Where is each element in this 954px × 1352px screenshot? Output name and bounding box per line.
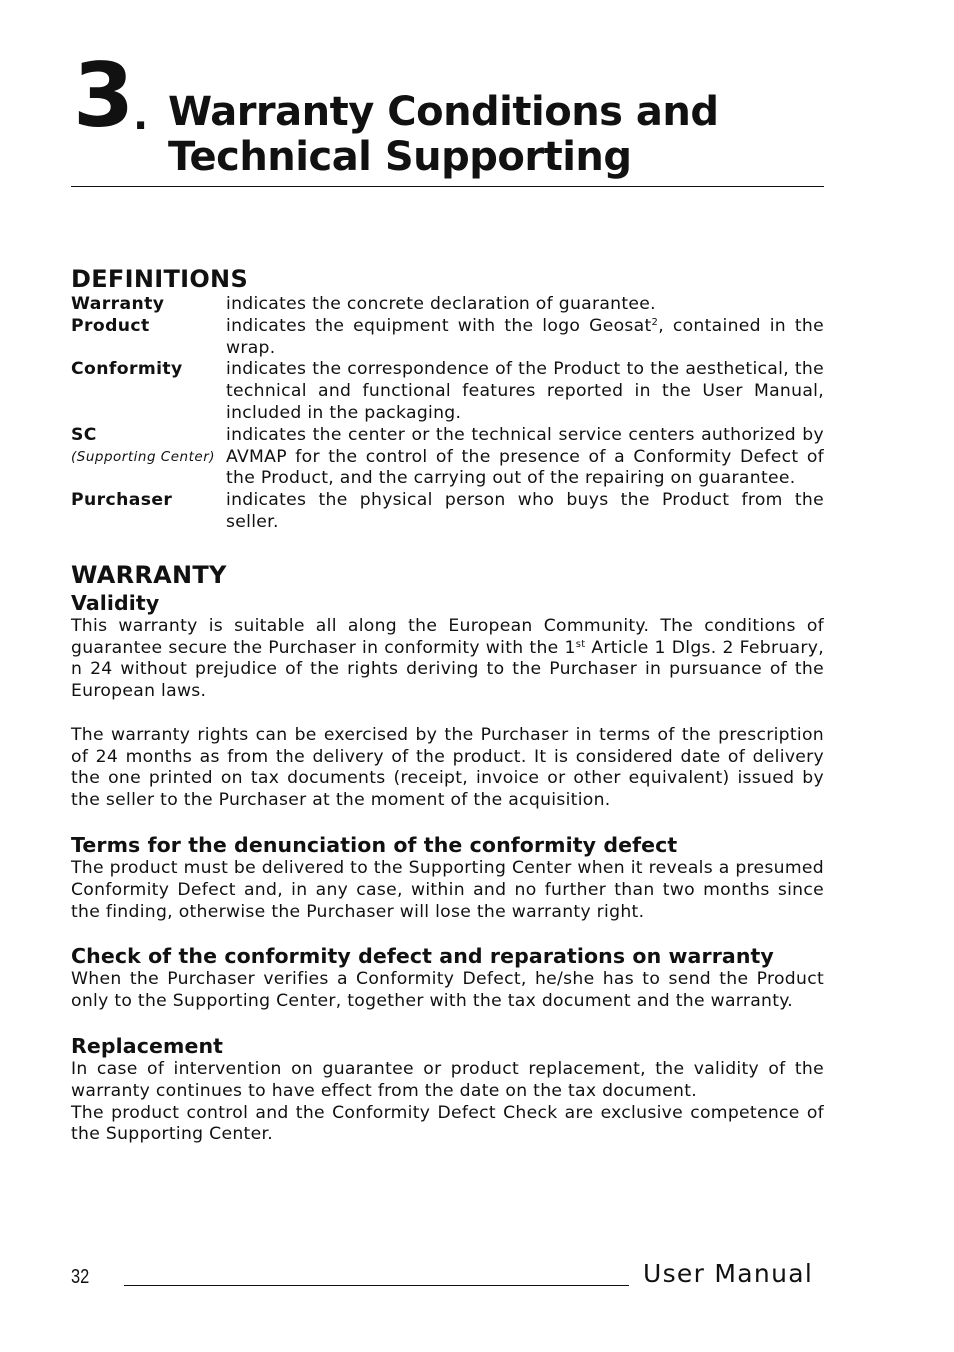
- warranty-heading: WARRANTY: [71, 560, 227, 589]
- page-content: [71, 264, 824, 1146]
- paragraph-text: This warranty is suitable all along the European Community. The conditions of guarantee secure the Purchaser in conformity with the 1: [71, 615, 824, 658]
- definition-product: [71, 316, 824, 360]
- definition-conformity: [71, 359, 824, 424]
- definitions-heading: DEFINITIONS: [71, 265, 249, 293]
- chapter-header: [71, 44, 824, 187]
- footer-rule: [124, 1285, 629, 1286]
- definition-term: Product: [71, 315, 150, 336]
- definition-description: indicates the correspondence of the Product to the aesthetical, the technical and functional features reported in the User Manual, included in the packaging.: [226, 359, 824, 423]
- validity-heading: Validity: [71, 590, 160, 615]
- definition-purchaser: [71, 490, 824, 534]
- definition-description: indicates the physical person who buys the Product from the seller.: [226, 490, 824, 532]
- chapter-title: [168, 90, 719, 180]
- paragraph-text: Article 1 Dlgs. 2 February, n 24 without prejudice of the rights deriving to the Purchaser in pursuance of the European laws.: [71, 637, 824, 702]
- definition-sc: [71, 425, 824, 490]
- superscript: st: [575, 638, 586, 650]
- chapter-title-line-1: Warranty Conditions and: [168, 89, 719, 135]
- definition-text: indicates the equipment with the logo Geosat: [226, 315, 652, 336]
- validity-paragraph-1: [71, 616, 824, 703]
- chapter-dot: .: [133, 93, 149, 139]
- definition-term: [71, 425, 226, 490]
- replacement-heading: Replacement: [71, 1033, 224, 1058]
- page-number: 32: [71, 1266, 90, 1288]
- definition-term-subtitle: (Supporting Center): [71, 448, 216, 465]
- check-heading: Check of the conformity defect and reparations on warranty: [71, 944, 774, 969]
- terms-heading: Terms for the denunciation of the conformity defect: [71, 832, 678, 857]
- chapter-title-line-2: Technical Supporting: [168, 134, 632, 180]
- footer-title: User Manual: [643, 1259, 814, 1288]
- definition-term-text: SC: [71, 424, 97, 445]
- definition-description: [226, 316, 824, 360]
- terms-paragraph: The product must be delivered to the Supporting Center when it reveals a presumed Conformity Defect and, in any case, within and no further than two months since the finding, otherwise the Purchaser will lose the warranty right.: [71, 857, 824, 922]
- replacement-paragraph-2: The product control and the Conformity Defect Check are exclusive competence of the Supporting Center.: [71, 1102, 824, 1145]
- definition-description: indicates the concrete declaration of guarantee.: [226, 294, 656, 314]
- definition-text: , contained in the wrap.: [226, 315, 824, 358]
- definition-term: Purchaser: [71, 490, 173, 511]
- check-paragraph: When the Purchaser verifies a Conformity Defect, he/she has to send the Product only to the Supporting Center, together with the tax document and the warranty.: [71, 969, 824, 1012]
- definition-description: indicates the center or the technical service centers authorized by AVMAP for the control of the presence of a Conformity Defect of the Product, and the carrying out of the repairing on guarantee.: [226, 424, 824, 489]
- validity-paragraph-2: The warranty rights can be exercised by the Purchaser in terms of the prescription of 24 months as from the delivery of the product. It is considered date of delivery the one printed on tax documents (receipt, invoice or other equivalent) issued by the seller to the Purchaser at the moment of the acquisition.: [71, 724, 824, 811]
- definitions-list: [71, 294, 824, 534]
- chapter-number: 3: [73, 44, 133, 147]
- definition-term: Conformity: [71, 359, 183, 380]
- replacement-paragraph-1: In case of intervention on guarantee or product replacement, the validity of the warranty continues to have effect from the date on the tax document.: [71, 1058, 824, 1101]
- definition-warranty: [71, 294, 824, 316]
- superscript: 2: [651, 316, 659, 328]
- definition-term: Warranty: [71, 294, 165, 314]
